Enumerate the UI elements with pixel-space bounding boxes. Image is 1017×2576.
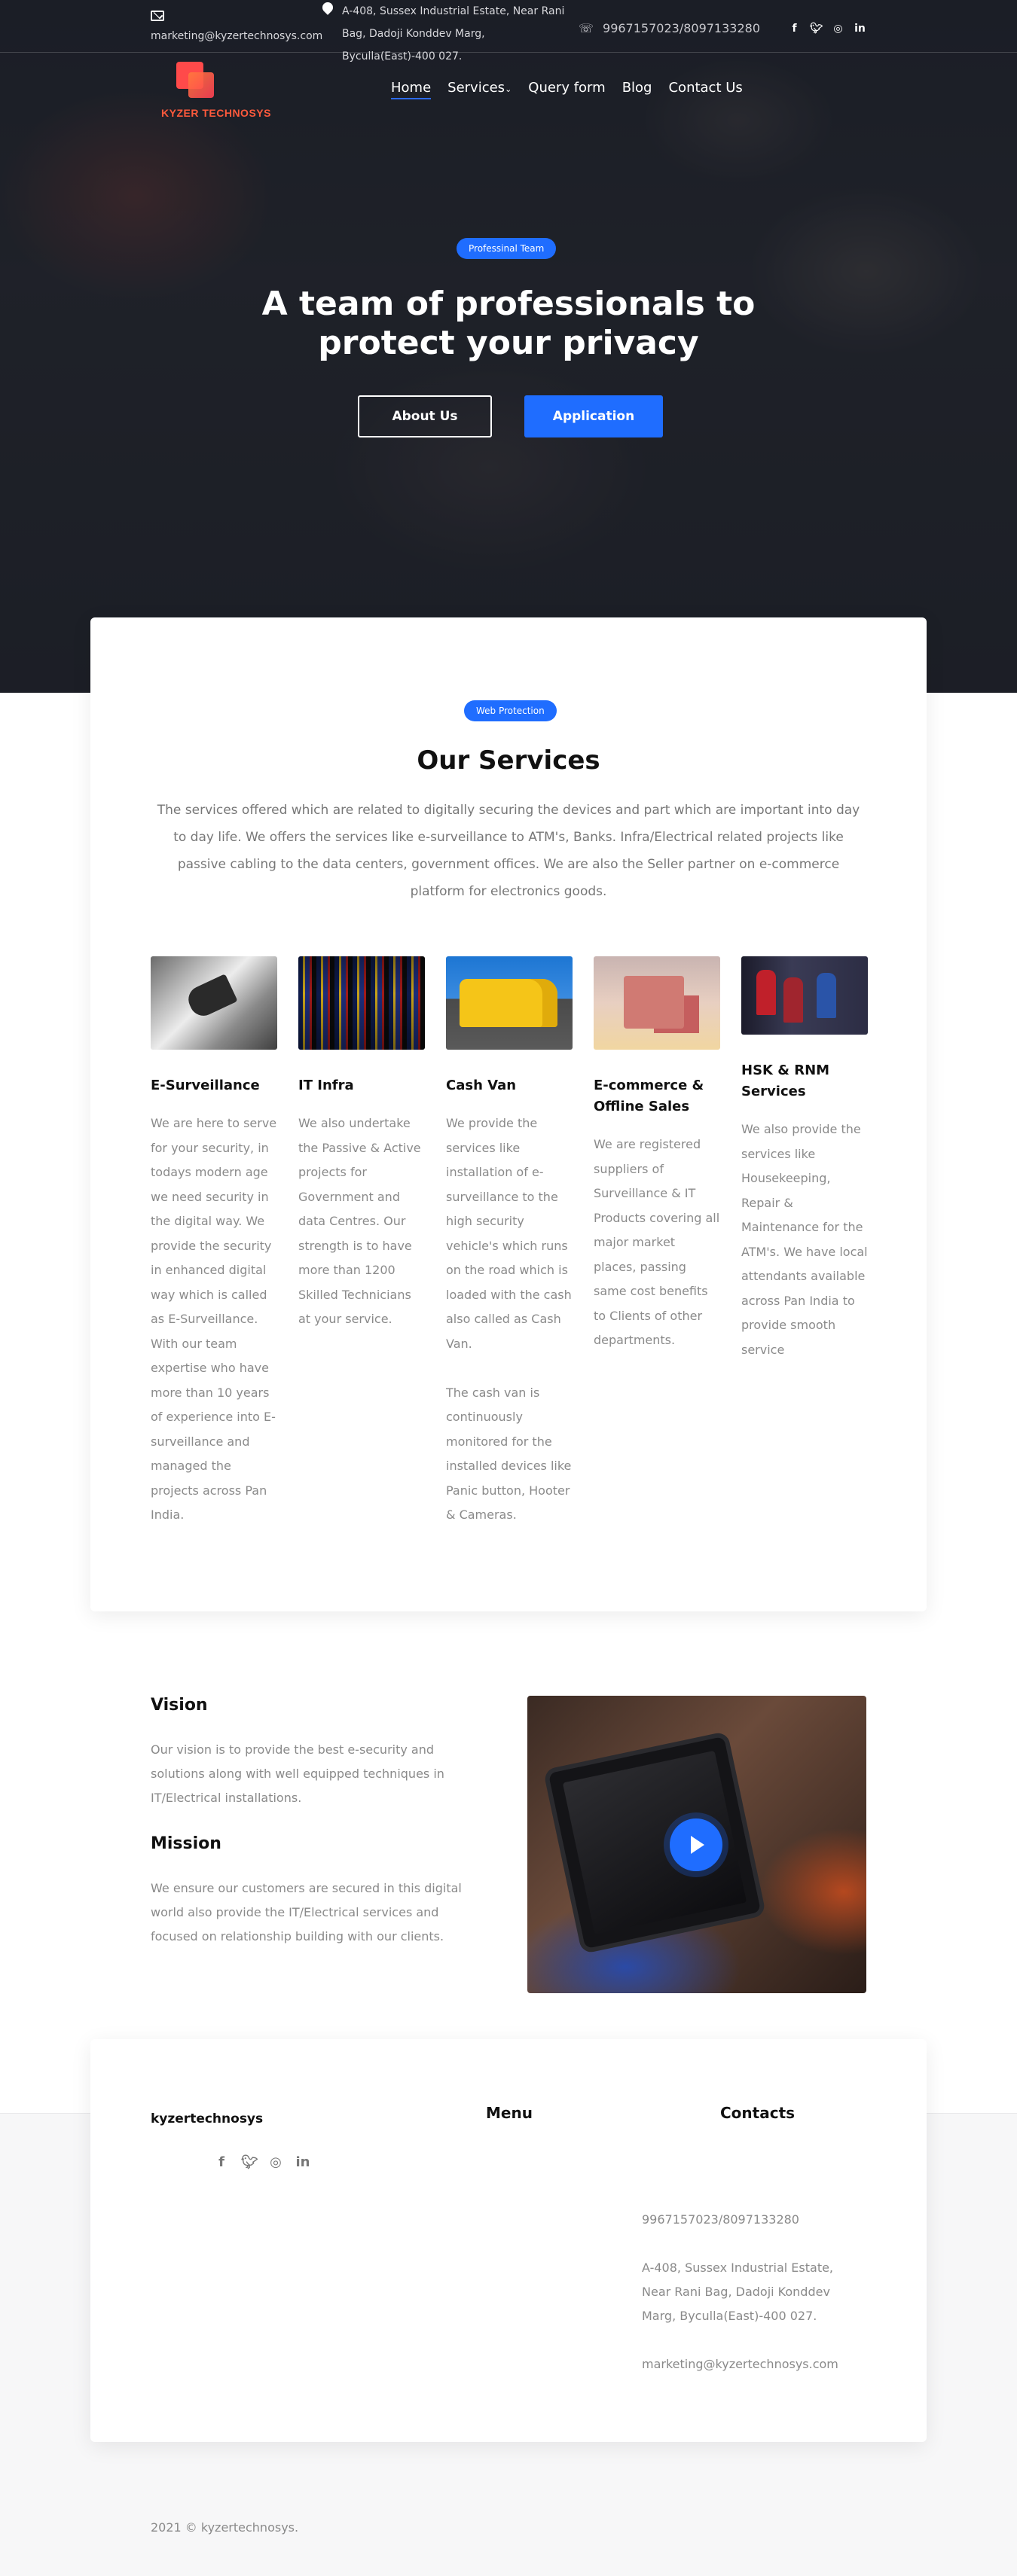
service-text: We are registered suppliers of Surveillance & IT Products covering all major market places, passing same cost benefits to Clients of other departments. bbox=[594, 1137, 720, 1347]
phone-icon: ☏ bbox=[579, 21, 594, 35]
topbar-email-text: marketing@kyzertechnosys.com bbox=[151, 30, 323, 42]
service-hsk-rnm bbox=[741, 956, 868, 1362]
logo-text: KYZER TECHNOSYS bbox=[161, 107, 271, 119]
services-title: Our Services bbox=[417, 745, 600, 776]
topbar-email[interactable] bbox=[151, 11, 322, 42]
play-icon[interactable] bbox=[670, 1818, 722, 1871]
services-description: The services offered which are related to digitally securing the devices and part which are important into day to day life. We offers the services like e-surveillance to ATM's, Banks. Infra/Electrical related projects like passive cabling to the data centers, government offices. We are also the Seller partner on e-commerce platform for electronics goods. bbox=[157, 803, 860, 899]
mission-text: We ensure our customers are secured in this digital world also provide the IT/Electrical services and focused on relationship building with our clients. bbox=[151, 1881, 462, 1943]
vision-text: Our vision is to provide the best e-security and solutions along with well equipped techniques in IT/Electrical installations. bbox=[151, 1742, 444, 1805]
topbar-address-text: A-408, Sussex Industrial Estate, Near Rani Bag, Dadoji Konddev Marg, Byculla(East)-400 027. bbox=[342, 5, 565, 62]
nav-blog[interactable]: Blog bbox=[622, 80, 652, 96]
service-text: We are here to serve for your security, in todays modern age we need security in the digital way. We provide the security in enhanced digital way which is called as E-Surveillance. With our team expertise who have more than 10 years of experience into E-surveillance and managed the projects across Pan India. bbox=[151, 1116, 277, 1522]
instagram-icon[interactable]: ◎ bbox=[270, 2154, 282, 2170]
linkedin-icon[interactable]: in bbox=[854, 23, 866, 35]
application-button[interactable]: Application bbox=[524, 395, 663, 437]
nav-services[interactable] bbox=[447, 80, 512, 96]
footer-address: A-408, Sussex Industrial Estate, Near Rani Bag, Dadoji Konddev Marg, Byculla(East)-400 027. bbox=[642, 2260, 834, 2323]
nav-contact-us[interactable]: Contact Us bbox=[668, 80, 743, 96]
twitter-icon[interactable]: 🐦︎ bbox=[241, 2154, 258, 2170]
service-text: We also provide the services like Housekeeping, Repair & Maintenance for the ATM's. We have local attendants available across Pan India to provide smooth service bbox=[741, 1122, 868, 1357]
service-e-surveillance-image bbox=[151, 956, 277, 1050]
facebook-icon[interactable]: f bbox=[792, 23, 797, 35]
service-it-infra-image bbox=[298, 956, 425, 1050]
service-text: We also undertake the Passive & Active projects for Government and data Centres. Our strength is to have more than 1200 Skilled Technicians at your service. bbox=[298, 1116, 421, 1326]
footer-social-links bbox=[214, 2155, 310, 2170]
service-title: IT Infra bbox=[298, 1078, 354, 1093]
top-bar bbox=[0, 0, 1017, 62]
service-cash-van bbox=[446, 956, 573, 1528]
service-text: We provide the services like installation of e-surveillance to the high security vehicle's which runs on the road which is loaded with the cash also called as Cash Van. The cash van is continuously monitored for the installed devices like Panic button, Hooter & Cameras. bbox=[446, 1116, 572, 1522]
topbar-phone-text: 9967157023/8097133280 bbox=[603, 21, 760, 35]
facebook-icon[interactable]: f bbox=[218, 2154, 224, 2170]
footer-card bbox=[90, 2039, 927, 2442]
topbar-address bbox=[322, 0, 571, 68]
service-it-infra bbox=[298, 956, 425, 1332]
service-title: E-Surveillance bbox=[151, 1078, 260, 1093]
nav-services-label: Services bbox=[447, 80, 505, 96]
tablet-image bbox=[543, 1731, 767, 1955]
topbar-phone[interactable] bbox=[579, 21, 760, 35]
logo-mark-front bbox=[188, 72, 214, 98]
footer-phone[interactable]: 9967157023/8097133280 bbox=[642, 2212, 799, 2227]
vision-title: Vision bbox=[151, 1696, 208, 1715]
main-nav bbox=[391, 80, 759, 96]
service-title: HSK & RNM Services bbox=[741, 1062, 830, 1099]
twitter-icon[interactable]: 🐦︎ bbox=[810, 23, 823, 35]
footer-email[interactable]: marketing@kyzertechnosys.com bbox=[642, 2357, 838, 2371]
service-cash-van-image bbox=[446, 956, 573, 1050]
logo[interactable] bbox=[151, 59, 271, 127]
nav-query-form[interactable]: Query form bbox=[528, 80, 606, 96]
copyright: 2021 © kyzertechnosys. bbox=[151, 2520, 299, 2535]
service-hsk-rnm-image bbox=[741, 956, 868, 1035]
footer-brand: kyzertechnosys bbox=[151, 2111, 264, 2126]
nav-home[interactable]: Home bbox=[391, 80, 432, 96]
topbar-social-links bbox=[788, 23, 866, 35]
hero-title: A team of professionals to protect your privacy bbox=[261, 285, 756, 362]
hero-section bbox=[0, 0, 1017, 693]
hero-badge: Professinal Team bbox=[457, 238, 556, 259]
service-e-commerce bbox=[594, 956, 720, 1353]
mission-title: Mission bbox=[151, 1834, 221, 1853]
video-thumbnail[interactable] bbox=[527, 1696, 866, 1993]
service-e-surveillance bbox=[151, 956, 277, 1528]
envelope-icon bbox=[151, 11, 164, 21]
service-e-commerce-image bbox=[594, 956, 720, 1050]
services-badge: Web Protection bbox=[464, 700, 557, 721]
linkedin-icon[interactable]: in bbox=[295, 2154, 310, 2170]
service-title: Cash Van bbox=[446, 1078, 517, 1093]
about-us-button[interactable]: About Us bbox=[358, 395, 492, 437]
chevron-down-icon: ⌄ bbox=[505, 84, 512, 94]
service-title: E-commerce & Offline Sales bbox=[594, 1078, 704, 1114]
services-card bbox=[90, 617, 927, 1611]
footer-menu-title: Menu bbox=[486, 2104, 533, 2122]
footer-contacts-title: Contacts bbox=[720, 2104, 796, 2122]
instagram-icon[interactable]: ◎ bbox=[833, 23, 843, 35]
